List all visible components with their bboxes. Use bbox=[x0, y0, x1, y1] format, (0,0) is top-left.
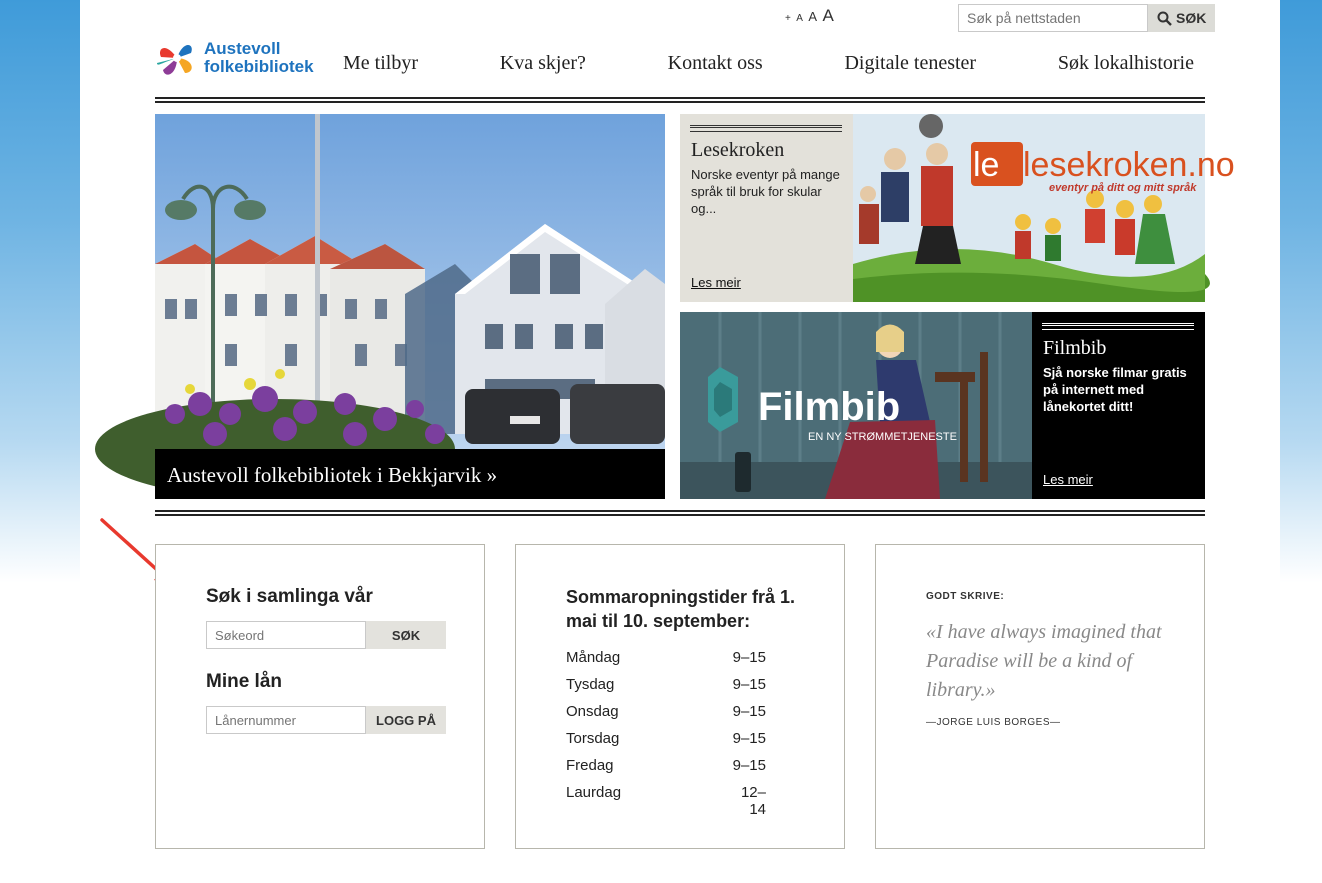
opening-hours-row bbox=[566, 784, 766, 818]
nav-item-kva-skjer[interactable]: Kva skjer? bbox=[499, 52, 586, 74]
time-value: 9–15 bbox=[732, 730, 766, 747]
promo-card-filmbib bbox=[680, 312, 1205, 499]
opening-hours-row bbox=[566, 730, 766, 757]
library-logo-text bbox=[204, 40, 314, 76]
lesekroken-illustration bbox=[853, 114, 1235, 302]
quote-author: —JORGE LUIS BORGES— bbox=[926, 717, 1061, 728]
filmbib-illustration bbox=[680, 312, 1032, 499]
nav-item-digitale-tenester[interactable]: Digitale tenester bbox=[844, 52, 977, 74]
promo-text-panel bbox=[1032, 312, 1205, 499]
promo-read-more-link[interactable]: Les meir bbox=[1043, 472, 1093, 487]
nav-item-sok-lokalhistorie[interactable]: Søk lokalhistorie bbox=[1057, 52, 1194, 74]
site-search-input[interactable] bbox=[958, 4, 1148, 32]
day-label: Måndag bbox=[566, 649, 621, 666]
opening-hours-box bbox=[515, 544, 845, 849]
logo-line-2: folkebibliotek bbox=[204, 57, 314, 76]
opening-hours-row bbox=[566, 703, 766, 730]
content-divider bbox=[155, 510, 1205, 516]
lesekroken-logo-text: lesekroken.no bbox=[1023, 146, 1235, 184]
promo-title: Lesekroken bbox=[691, 139, 785, 161]
promo-read-more-link[interactable]: Les meir bbox=[691, 275, 741, 290]
my-loans-form bbox=[206, 706, 446, 734]
opening-hours-row bbox=[566, 676, 766, 703]
day-label: Tysdag bbox=[566, 676, 615, 693]
hero-photo bbox=[155, 114, 665, 499]
collection-search-input[interactable] bbox=[206, 621, 366, 649]
time-value: 9–15 bbox=[732, 649, 766, 666]
time-value: 9–15 bbox=[732, 676, 766, 693]
promo-image-filmbib[interactable] bbox=[680, 312, 1032, 499]
opening-hours-table bbox=[566, 649, 766, 818]
promo-title: Filmbib bbox=[1043, 337, 1107, 359]
quote-label: GODT SKRIVE: bbox=[926, 591, 1005, 602]
site-search-button[interactable] bbox=[1148, 4, 1215, 32]
time-value: 12–14 bbox=[740, 784, 766, 818]
login-button[interactable]: LOGG PÅ bbox=[366, 706, 446, 734]
font-size-large-button[interactable]: A bbox=[822, 6, 834, 25]
promo-divider bbox=[1042, 323, 1194, 330]
promo-text-panel bbox=[680, 114, 853, 302]
my-loans-title: Mine lån bbox=[206, 671, 283, 692]
promo-image-lesekroken[interactable] bbox=[853, 114, 1235, 302]
library-logo-icon bbox=[155, 37, 199, 79]
promo-description: Norske eventyr på mange språk til bruk for skular og... bbox=[691, 167, 840, 216]
time-value: 9–15 bbox=[732, 703, 766, 720]
day-label: Onsdag bbox=[566, 703, 619, 720]
hero-banner[interactable] bbox=[155, 114, 665, 499]
opening-hours-row bbox=[566, 649, 766, 676]
filmbib-logo-text: Filmbib bbox=[758, 385, 901, 429]
collection-search-box bbox=[155, 544, 485, 849]
logo-line-1: Austevoll bbox=[204, 39, 281, 58]
font-size-medium-button[interactable]: A bbox=[808, 9, 818, 24]
main-nav bbox=[343, 52, 1194, 75]
promo-card-lesekroken bbox=[680, 114, 1235, 302]
library-logo[interactable] bbox=[155, 37, 314, 79]
promo-divider bbox=[690, 125, 842, 132]
search-icon bbox=[1157, 11, 1172, 26]
nav-item-kontakt-oss[interactable]: Kontakt oss bbox=[667, 52, 763, 74]
font-size-controls bbox=[785, 6, 835, 26]
promo-description: Sjå norske filmar gratis på internett med lånekortet ditt! bbox=[1043, 365, 1187, 414]
day-label: Fredag bbox=[566, 757, 614, 774]
site-search-button-label: SØK bbox=[1176, 10, 1207, 26]
font-size-increase-icon[interactable]: + bbox=[785, 13, 791, 24]
hero-caption-link[interactable]: Austevoll folkebibliotek i Bekkjarvik » bbox=[155, 449, 665, 499]
time-value: 9–15 bbox=[732, 757, 766, 774]
opening-hours-title: Sommaropningstider frå 1. mai til 10. september: bbox=[566, 587, 796, 631]
quote-box bbox=[875, 544, 1205, 849]
quote-text: «I have always imagined that Paradise will be a kind of library.» bbox=[926, 621, 1162, 701]
collection-search-title: Søk i samlinga vår bbox=[206, 586, 373, 607]
day-label: Torsdag bbox=[566, 730, 620, 747]
font-size-small-button[interactable]: A bbox=[796, 13, 803, 24]
collection-search-form bbox=[206, 621, 446, 649]
collection-search-button[interactable]: SØK bbox=[366, 621, 446, 649]
header-divider bbox=[155, 97, 1205, 103]
borrower-number-input[interactable] bbox=[206, 706, 366, 734]
lesekroken-logo-subtitle: eventyr på ditt og mitt språk bbox=[1049, 182, 1197, 194]
site-search bbox=[958, 4, 1215, 32]
opening-hours-row bbox=[566, 757, 766, 784]
filmbib-logo-subtitle: EN NY STRØMMETJENESTE bbox=[808, 431, 957, 443]
svg-text:le: le bbox=[973, 146, 1000, 184]
day-label: Laurdag bbox=[566, 784, 622, 801]
nav-item-me-tilbyr[interactable]: Me tilbyr bbox=[343, 52, 418, 74]
